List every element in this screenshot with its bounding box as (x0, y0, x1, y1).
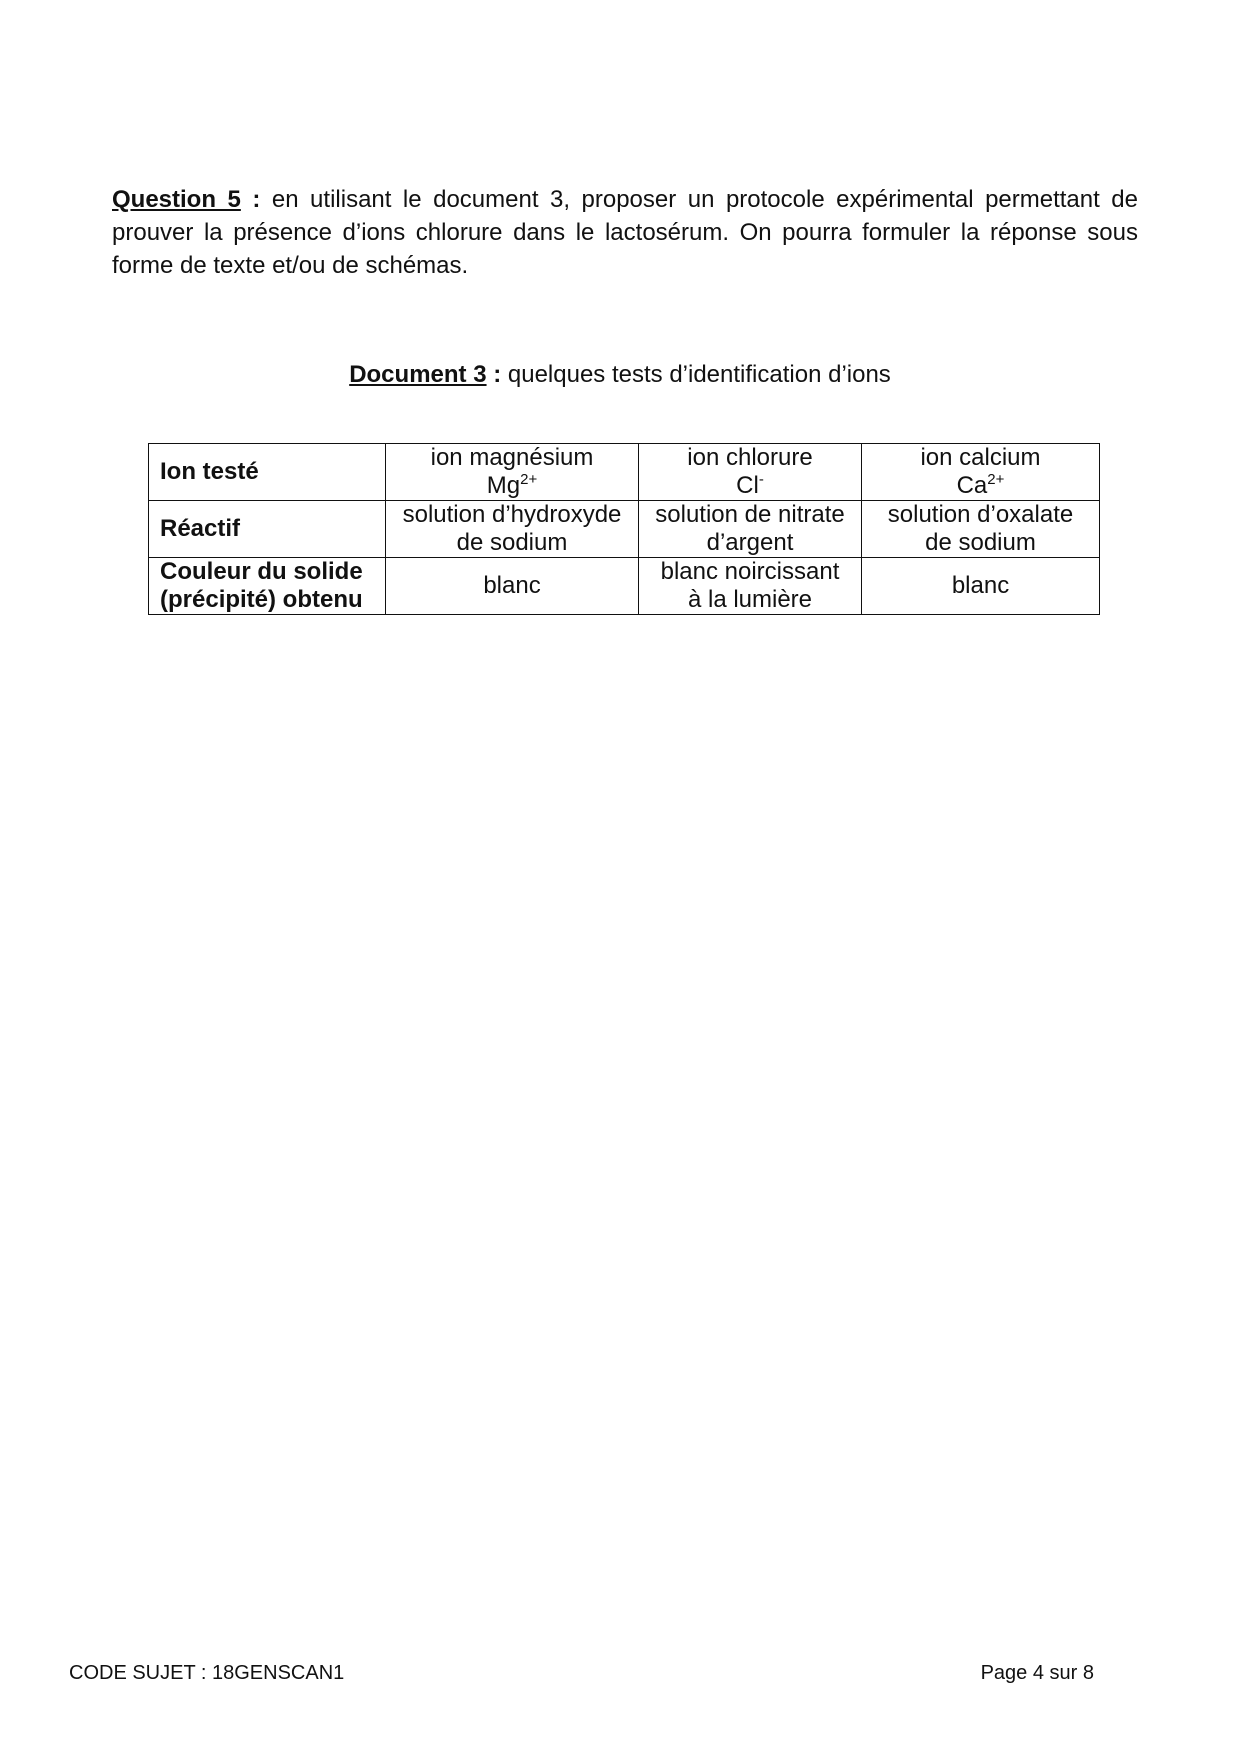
footer-page-number: Page 4 sur 8 (980, 1662, 1094, 1684)
reagent-line1: solution d’oxalate (887, 501, 1074, 528)
question-label: Question 5 (112, 186, 241, 213)
document-separator: : (486, 361, 502, 388)
color-line1: blanc (483, 572, 541, 599)
footer-code: CODE SUJET : 18GENSCAN1 (69, 1662, 345, 1684)
cell-reagent-chlorure (639, 501, 862, 558)
document-title (0, 358, 1240, 391)
row-header-ion: Ion testé (149, 444, 386, 501)
ion-charge: 2+ (987, 471, 1005, 488)
row-header-color-line2: (précipité) obtenu (160, 586, 363, 613)
reagent-line2: d’argent (706, 529, 794, 556)
ion-formula (868, 472, 1093, 500)
reagent-line1: solution de nitrate (655, 501, 845, 528)
question-text: en utilisant le document 3, proposer un protocole expérimental permettant de prouver la présence d’ions chlorure dans le lactosérum. On pourra formuler la réponse sous forme de texte et/ou de schémas. (112, 186, 1138, 279)
table-row-ion (149, 444, 1100, 501)
ion-formula (645, 472, 855, 500)
question-separator: : (240, 186, 261, 213)
cell-color-calcium (862, 558, 1100, 615)
row-header-color (149, 558, 386, 615)
cell-color-magnesium (386, 558, 639, 615)
table-row-color (149, 558, 1100, 615)
table-row-reagent (149, 501, 1100, 558)
question-paragraph (112, 183, 1138, 282)
ion-symbol: Cl (736, 472, 759, 499)
cell-ion-chlorure (639, 444, 862, 501)
ion-symbol: Ca (956, 472, 988, 499)
document-title-text: quelques tests d’identification d’ions (501, 361, 891, 388)
row-header-color-line1: Couleur du solide (160, 558, 363, 585)
reagent-line2: de sodium (456, 529, 568, 556)
color-line1: blanc noircissant (660, 558, 840, 585)
reagent-line1: solution d’hydroxyde (402, 501, 622, 528)
color-line2: à la lumière (687, 586, 813, 613)
cell-reagent-calcium (862, 501, 1100, 558)
row-header-reagent: Réactif (149, 501, 386, 558)
cell-ion-calcium (862, 444, 1100, 501)
ion-symbol: Mg (486, 472, 521, 499)
ion-name: ion magnésium (430, 444, 594, 471)
ion-formula (392, 472, 632, 500)
ion-name: ion chlorure (687, 444, 813, 471)
cell-color-chlorure (639, 558, 862, 615)
ion-charge: - (758, 471, 764, 488)
color-line1: blanc (951, 572, 1010, 599)
ion-charge: 2+ (520, 471, 538, 488)
document-label: Document 3 (349, 361, 487, 388)
cell-ion-magnesium (386, 444, 639, 501)
reagent-line2: de sodium (925, 529, 1036, 556)
ion-tests-table (148, 443, 1100, 615)
ion-name: ion calcium (920, 444, 1041, 471)
cell-reagent-magnesium (386, 501, 639, 558)
